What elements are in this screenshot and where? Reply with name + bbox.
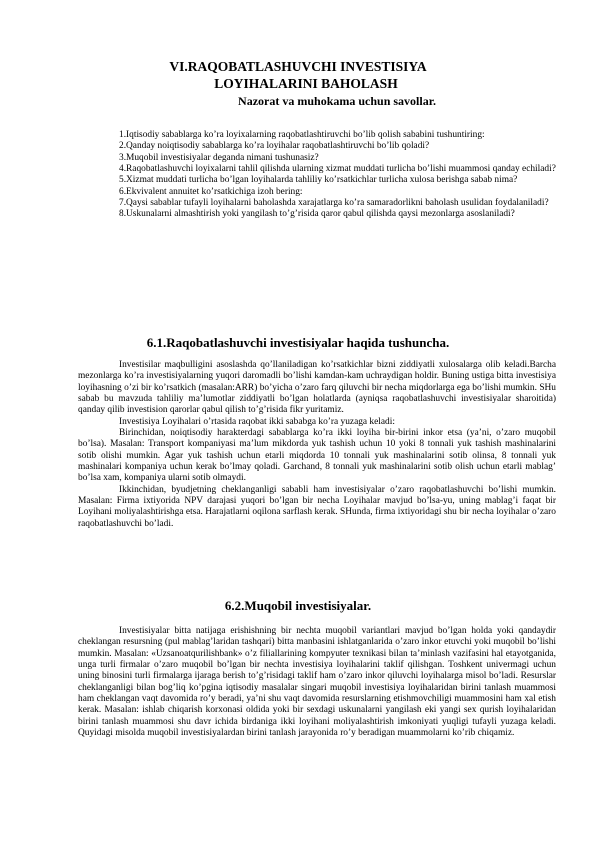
section-body bbox=[78, 626, 556, 739]
question-item: 2.Qanday noiqtisodiy sabablarga ko’ra loyihalar raqobatlashtiruvchi bo’lib qoladi? bbox=[119, 141, 430, 152]
section-heading: 6.2.Muqobil investisiyalar. bbox=[224, 598, 372, 613]
question-item: 5.Xizmat muddati turlicha bo’lgan loyihalarda tahliliy ko’rsatkichlar turlicha xulosa berishga sabab nima? bbox=[119, 175, 518, 186]
question-item: 3.Muqobil investisiyalar deganda nimani tushunasiz? bbox=[119, 152, 319, 163]
section-body bbox=[78, 360, 556, 530]
question-item: 8.Uskunalarni almashtirish yoki yangilash to’g’risida qaror qabul qilishda qaysi mezonlarga asoslaniladi? bbox=[119, 209, 515, 220]
paragraph: Investisiyalar bitta natijaga erishishning bir nechta muqobil variantlari mavjud bo’lgan holda yoki qandaydir cheklangan resursning (pul mablag’laridan tashqari) bitta manbasini ishlatganlarida o’zaro inkor etuvchi yoki muqobil bo’lishi mumkin. Masalan: «Uzsanoatqurilishbank» o’z filiallarining kompyuter texnikasi bilan ta’minlash vazifasini hal etayotganida, unga turli firmalar o’zaro muqobil bo’lgan bir nechta investisiya loyihalarini taklif qilishgan. Toshkent univermagi uchun uning binosini turli firmalarga ijaraga berish to’g’risidagi taklif ham o’zaro inkor qiluvchi loyihalarga misol bo’ladi. Resurslar cheklanganligi bilan bog’liq ko’pgina iqtisodiy masalalar singari muqobil investisiya loyihalaridan birini tanlash muammosi ham cheklangan vaqt davomida ro’y beradi, ya’ni shu vaqt davomida resurslarning etishmovchiligi muammosini ham xal etish kerak. Masalan: ishlab chiqarish korxonasi oldida yoki bir sexdagi uskunalarni yangilash eki yangi sex qurish loyihalaridan birini tanlash muammosi shu davr ichida birdaniga ikki loyihani moliyalashtirish imkoniyati yuqligi tufayli yuzaga keladi. Quyidagi misolda muqobil investisiyalardan birini tanlash jarayonida ro’y beradigan muammolarni ko’rib chiqamiz. bbox=[78, 626, 556, 739]
question-item: 4.Raqobatlashuvchi loyixalarni tahlil qilishda ularning xizmat muddati turlicha bo’lishi muammosi qanday echiladi? bbox=[119, 164, 556, 175]
chapter-subtitle: Nazorat va muhokama uchun savollar. bbox=[238, 94, 436, 108]
questions-list bbox=[78, 130, 556, 221]
paragraph: Ikkinchidan, byudjetning cheklanganligi sababli ham investisiyalar o’zaro raqobatlashuvchi bo’lishi mumkin. Masalan: Firma ixtiyorida NPV darajasi yuqori bo’lgan bir necha Loyihalar mavjud bo’lsa-yu, uning mablag’i faqat bir Loyihani moliyalashtirishga etsa. Harajatlarni oqilona sarflash kerak. SHunda, firma ixtiyoridagi shu bir necha loyihalar o’zaro raqobatlashuvchi bo’ladi. bbox=[78, 484, 556, 529]
paragraph: Investisiya Loyihalari o’rtasida raqobat ikki sababga ko’ra yuzaga keladi: bbox=[119, 416, 395, 427]
chapter-title-line2: LOYIHALARINI BAHOLASH bbox=[214, 76, 398, 91]
question-item: 1.Iqtisodiy sabablarga ko’ra loyixalarning raqobatlashtiruvchi bo’lib qolish sababini tushuntiring: bbox=[119, 130, 485, 140]
paragraph: Birinchidan, noiqtisodiy harakterdagi sabablarga ko’ra ikki loyiha bir-birini inkor etsa (ya’ni, o’zaro muqobil bo’lsa). Masalan: Transport kompaniyasi ma’lum mikdorda yuk tashish uchun 10 yoki 8 tonnali yuk tashish mashinalarini sotib olishi mumkin. Agar yuk tashish uchun etarli miqdorda 10 tonnali yuk mashinalarini sotib olinsa, 8 tonnali yuk mashinalari kompaniya uchun kerak bo’lmay qoladi. Garchand, 8 tonnali yuk mashinalarini sotib olish uchun etarli mablag’ bo’lsa xam, kompaniya ularni sotib olmaydi. bbox=[78, 428, 556, 484]
chapter-title-line1: VI.RAQOBATLASHUVCHI INVESTISIYA bbox=[169, 59, 427, 74]
section-heading: 6.1.Raqobatlashuvchi investisiyalar haqida tushuncha. bbox=[146, 335, 450, 350]
paragraph: Investisilar maqbulligini asoslashda qo’llaniladigan ko’rsatkichlar bizni ziddiyatli xulosalarga olib keladi.Barcha mezonlarga ko’ra investisiyalarning yuqori daromadli bo’lishi kamdan-kam uchraydigan holdir. Buning ustiga bitta investisiya loyihasning o’zi bir ko’rsatkich (masalan:ARR) bo’yicha o’zaro farq qiluvchi bir necha miqdorlarga ega bo’lishi mumkin. SHu sabab bu mavzuda tahliliy ma’lumotlar ziddiyatli bo’lgan holatlarda (ayniqsa raqobatlashuvchi investisiyalar sharoitida) qanday qilib investision qarorlar qabul qilish to’g’risida fikr yuritamiz. bbox=[78, 360, 556, 416]
question-item: 7.Qaysi sabablar tufayli loyihalarni baholashda xarajatlarga ko’ra samaradorlikni baholash usulidan foydalaniladi? bbox=[119, 198, 549, 209]
question-item: 6.Ekvivalent annuitet ko’rsatkichiga izoh bering: bbox=[119, 186, 303, 197]
